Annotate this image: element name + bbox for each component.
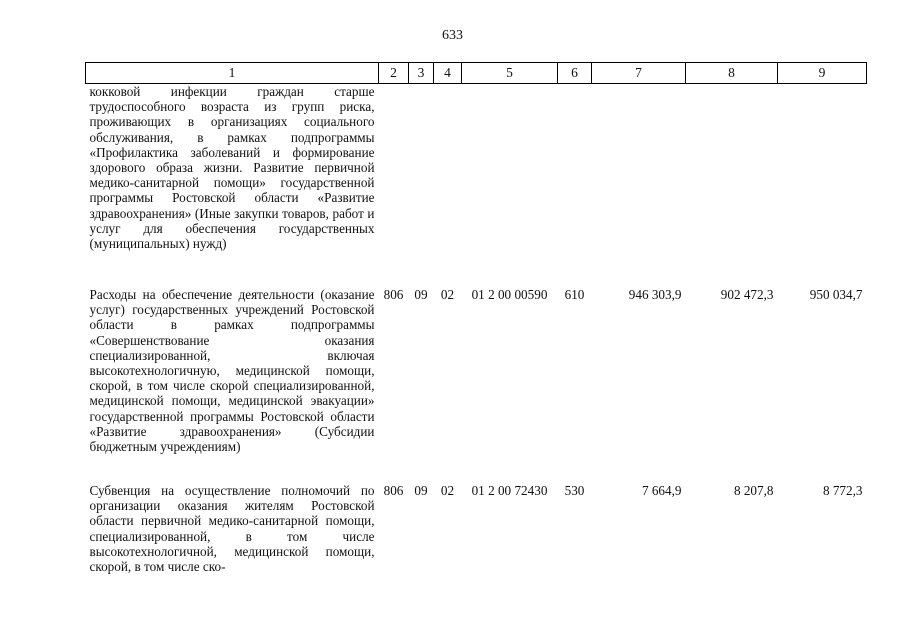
cell-amount-year1 [592, 84, 686, 275]
cell-section: 09 [414, 287, 428, 302]
column-header: 6 [558, 63, 592, 84]
cell-amount-year2 [686, 84, 778, 275]
row-description: Расходы на обеспечение деятельности (оказание услуг) государственных учреждений Ростовской области в рамках подпрограммы «Совершенствование оказания специализированной, включая высокотехнологичную, медицинской помощи, скорой, в том числе скорой специализированной, медицинской помощи, медицинской эвакуации» государственной программы Ростовской области «Развитие здравоохранения» (Субсидии бюджетным учреждениям) [89, 287, 375, 455]
column-header: 4 [434, 63, 462, 84]
cell-ministry: 806 [383, 287, 404, 302]
column-header: 2 [379, 63, 409, 84]
column-header: 9 [778, 63, 867, 84]
cell-amount-year2: 902 472,3 [720, 287, 774, 302]
cell-expense-type [558, 84, 592, 275]
cell-amount-year1: 946 303,9 [628, 287, 682, 302]
cell-amount-year2: 8 207,8 [733, 483, 774, 498]
cell-target-article: 01 2 00 72430 [471, 483, 548, 498]
cell-ministry [379, 84, 409, 275]
cell-section: 09 [414, 483, 428, 498]
cell-subsection: 02 [440, 287, 455, 302]
cell-amount-year3: 950 034,7 [809, 287, 863, 302]
column-header: 7 [592, 63, 686, 84]
cell-target-article [462, 84, 558, 275]
cell-amount-year1: 7 664,9 [641, 483, 682, 498]
row-description: кокковой инфекции граждан старше трудоспособного возраста из групп риска, проживающих в организациях социального обслуживания, в рамках подпрограммы «Профилактика заболеваний и формирование здорового образа жизни. Развитие первичной медико-санитарной помощи» государственной программы Ростовской области «Развитие здравоохранения» (Иные закупки товаров, работ и услуг для обеспечения государственных (муниципальных) нужд) [89, 84, 375, 252]
page-number: 633 [442, 28, 463, 43]
cell-expense-type: 530 [564, 483, 585, 498]
table-header-row [86, 63, 867, 84]
cell-section [409, 84, 434, 275]
cell-amount-year3: 8 772,3 [822, 483, 863, 498]
column-header: 1 [86, 63, 379, 84]
budget-table [85, 62, 867, 574]
cell-expense-type: 610 [564, 287, 585, 302]
row-description: Субвенция на осуществление полномочий по организации оказания жителям Ростовской области первичной медико-санитарной помощи, специализированной, в том числе высокотехнологичной, медицинской помощи, скорой, в том числе ско- [89, 483, 375, 575]
table-row [86, 274, 867, 470]
cell-target-article: 01 2 00 00590 [471, 287, 548, 302]
cell-amount-year3 [778, 84, 867, 275]
cell-subsection: 02 [440, 483, 455, 498]
table-row [86, 470, 867, 574]
cell-subsection [434, 84, 462, 275]
column-header: 5 [462, 63, 558, 84]
column-header: 8 [686, 63, 778, 84]
table-row [86, 84, 867, 275]
cell-ministry: 806 [383, 483, 404, 498]
column-header: 3 [409, 63, 434, 84]
